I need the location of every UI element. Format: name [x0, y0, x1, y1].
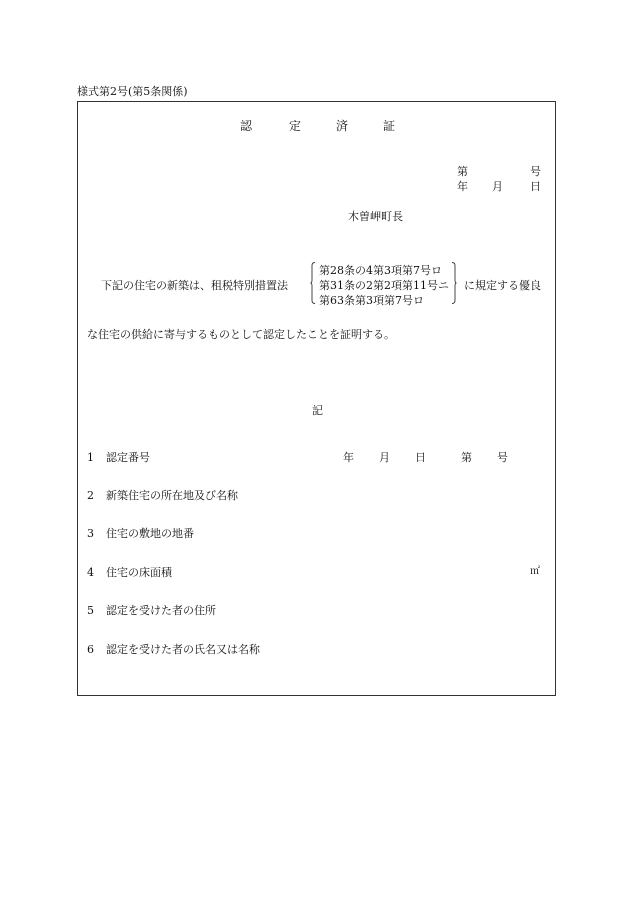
item1-go: 号 [497, 451, 508, 464]
item-number-2: 2 [87, 489, 94, 502]
item1-month: 月 [379, 451, 390, 464]
item-number-3: 3 [87, 527, 94, 540]
item-label-6: 認定を受けた者の氏名又は名称 [106, 643, 260, 656]
item-number-4: 4 [87, 566, 94, 579]
date-year: 年 [457, 180, 468, 193]
item-number-5: 5 [87, 604, 94, 617]
left-brace-icon [310, 262, 316, 304]
item-label-2: 新築住宅の所在地及び名称 [106, 489, 238, 502]
item-number-6: 6 [87, 643, 94, 656]
date-month: 月 [492, 180, 503, 193]
date-day: 日 [530, 180, 541, 193]
body-text-line2: な住宅の供給に寄与するものとして認定したことを証明する。 [87, 328, 395, 341]
ki-heading: 記 [312, 404, 323, 417]
right-brace-icon [451, 262, 457, 304]
title-char-2: 定 [289, 119, 302, 133]
cert-number-dai: 第 [457, 165, 468, 178]
clause-3: 第63条第3項第7号ロ [319, 294, 424, 307]
form-number: 様式第2号(第5条関係) [77, 85, 188, 98]
item-label-5: 認定を受けた者の住所 [106, 604, 216, 617]
body-text-before: 下記の住宅の新築は、租税特別措置法 [101, 279, 288, 292]
title-char-4: 証 [383, 119, 396, 133]
cert-number-go: 号 [530, 165, 541, 178]
clause-1: 第28条の4第3項第7号ロ [319, 264, 442, 277]
item-label-3: 住宅の敷地の地番 [106, 527, 194, 540]
body-text-after: に規定する優良 [464, 279, 541, 292]
item1-dai: 第 [461, 451, 472, 464]
item-number-1: 1 [87, 451, 94, 464]
title-char-1: 認 [240, 119, 253, 133]
issuer: 木曽岬町長 [348, 210, 403, 223]
clause-2: 第31条の2第2項第11号ニ [319, 279, 449, 292]
item1-year: 年 [343, 451, 354, 464]
item-label-4: 住宅の床面積 [106, 566, 172, 579]
item-label-1: 認定番号 [106, 451, 150, 464]
item1-day: 日 [415, 451, 426, 464]
area-unit: ㎡ [530, 566, 540, 577]
title-char-3: 済 [336, 119, 349, 133]
